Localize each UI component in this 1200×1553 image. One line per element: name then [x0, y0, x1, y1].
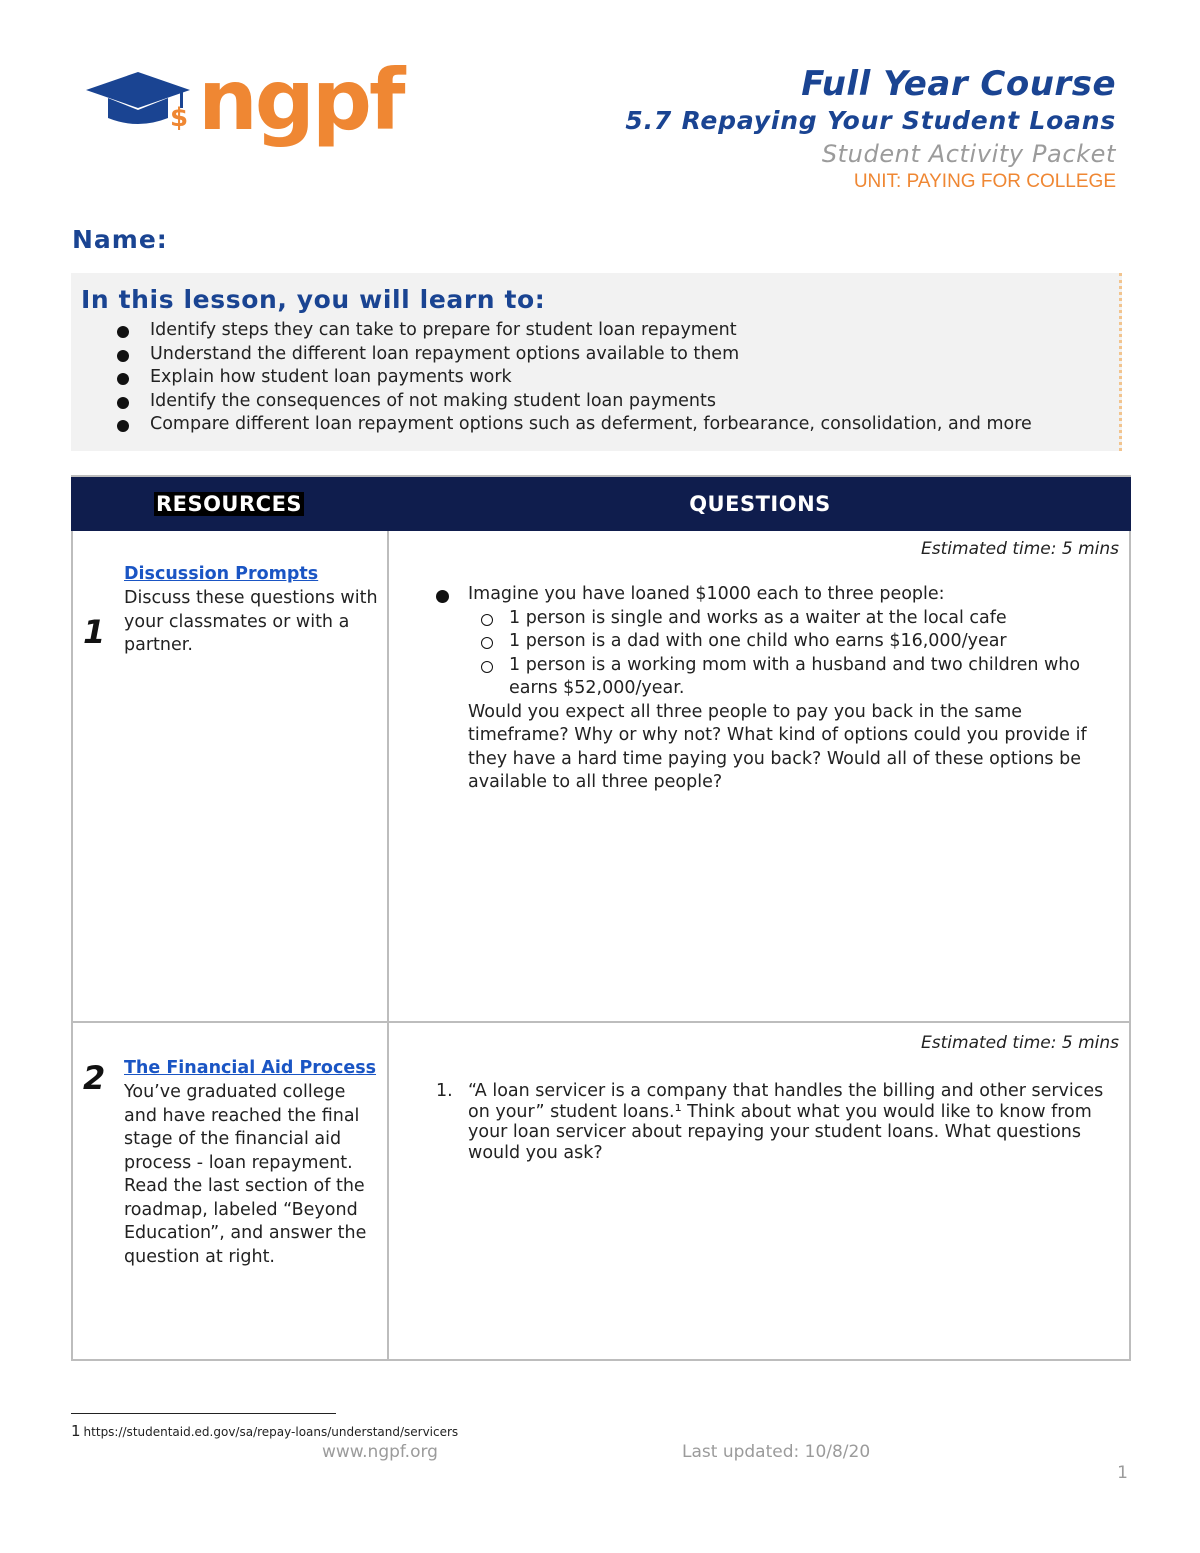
packet-title: Student Activity Packet [821, 140, 1116, 168]
page-number: 1 [1117, 1463, 1128, 1483]
svg-text:$: $ [170, 103, 189, 133]
question-block [436, 583, 1136, 795]
footnote [71, 1422, 458, 1440]
discussion-prompts-link[interactable]: Discussion Prompts [124, 564, 319, 584]
name-label: Name: [72, 225, 168, 254]
table-border [71, 1021, 1131, 1023]
question-block [436, 1081, 1136, 1163]
activity-table [71, 475, 1131, 1361]
resource-description: You’ve graduated college and have reached the final stage of the financial aid process - loan repayment. Read the last section of the roadmap, labeled “Beyond Education”, and answer the question at right. [124, 1082, 367, 1267]
footnote-marker: 1 [71, 1422, 81, 1440]
footer-url: www.ngpf.org [322, 1442, 438, 1462]
questions-header: QUESTIONS [689, 492, 831, 516]
resources-header: RESOURCES [155, 492, 303, 516]
table-header [71, 477, 1131, 531]
question-lead: Imagine you have loaned $1000 each to three people: [436, 583, 1136, 607]
row-number: 1 [83, 613, 106, 651]
objective-item: Compare different loan repayment options such as deferment, forbearance, consolidation, and more [117, 413, 1032, 437]
objective-item: Understand the different loan repayment options available to them [117, 343, 1032, 367]
learning-objectives [71, 273, 1122, 451]
footer-last-updated: Last updated: 10/8/20 [682, 1442, 871, 1462]
lesson-title: 5.7 Repaying Your Student Loans [625, 106, 1116, 135]
graduation-cap-icon [86, 66, 196, 136]
learning-heading: In this lesson, you will learn to: [81, 285, 546, 314]
table-border [71, 475, 73, 1361]
footnote-divider [71, 1413, 336, 1414]
subitem: 1 person is a dad with one child who earns $16,000/year [476, 630, 1109, 654]
subitem: 1 person is a working mom with a husband and two children who earns $52,000/year. [476, 654, 1109, 701]
unit-label: UNIT: PAYING FOR COLLEGE [853, 171, 1116, 192]
objectives-list [117, 319, 1032, 437]
footnote-text: https://studentaid.ed.gov/sa/repay-loans/understand/servicers [83, 1425, 459, 1439]
logo-wordmark: ngpf [198, 51, 403, 149]
financial-aid-process-link[interactable]: The Financial Aid Process [124, 1058, 377, 1078]
objective-item: Identify the consequences of not making student loan payments [117, 390, 1032, 414]
objective-item: Explain how student loan payments work [117, 366, 1032, 390]
estimated-time: Estimated time: 5 mins [921, 539, 1119, 559]
table-border [71, 1359, 1131, 1361]
resource-description: Discuss these questions with your classmates or with a partner. [124, 588, 378, 655]
estimated-time: Estimated time: 5 mins [921, 1033, 1119, 1053]
ngpf-logo [86, 51, 403, 150]
objective-item: Identify steps they can take to prepare for student loan repayment [117, 319, 1032, 343]
question-body: Would you expect all three people to pay you back in the same timeframe? Why or why not? What kind of options could you provide if they have a hard time paying you back? Would all of these options be available to all three people? [468, 701, 1087, 792]
subitem: 1 person is single and works as a waiter at the local cafe [476, 607, 1109, 631]
question-text: “A loan servicer is a company that handles the billing and other services on your” student loans.¹ Think about what you would like to know from your loan servicer about repaying your student loans. What questions would you ask? [468, 1081, 1104, 1163]
table-border [387, 475, 389, 1361]
course-title: Full Year Course [801, 64, 1116, 104]
question-number: 1. [436, 1081, 453, 1101]
question-subitems [436, 607, 1136, 701]
row-number: 2 [83, 1059, 106, 1097]
